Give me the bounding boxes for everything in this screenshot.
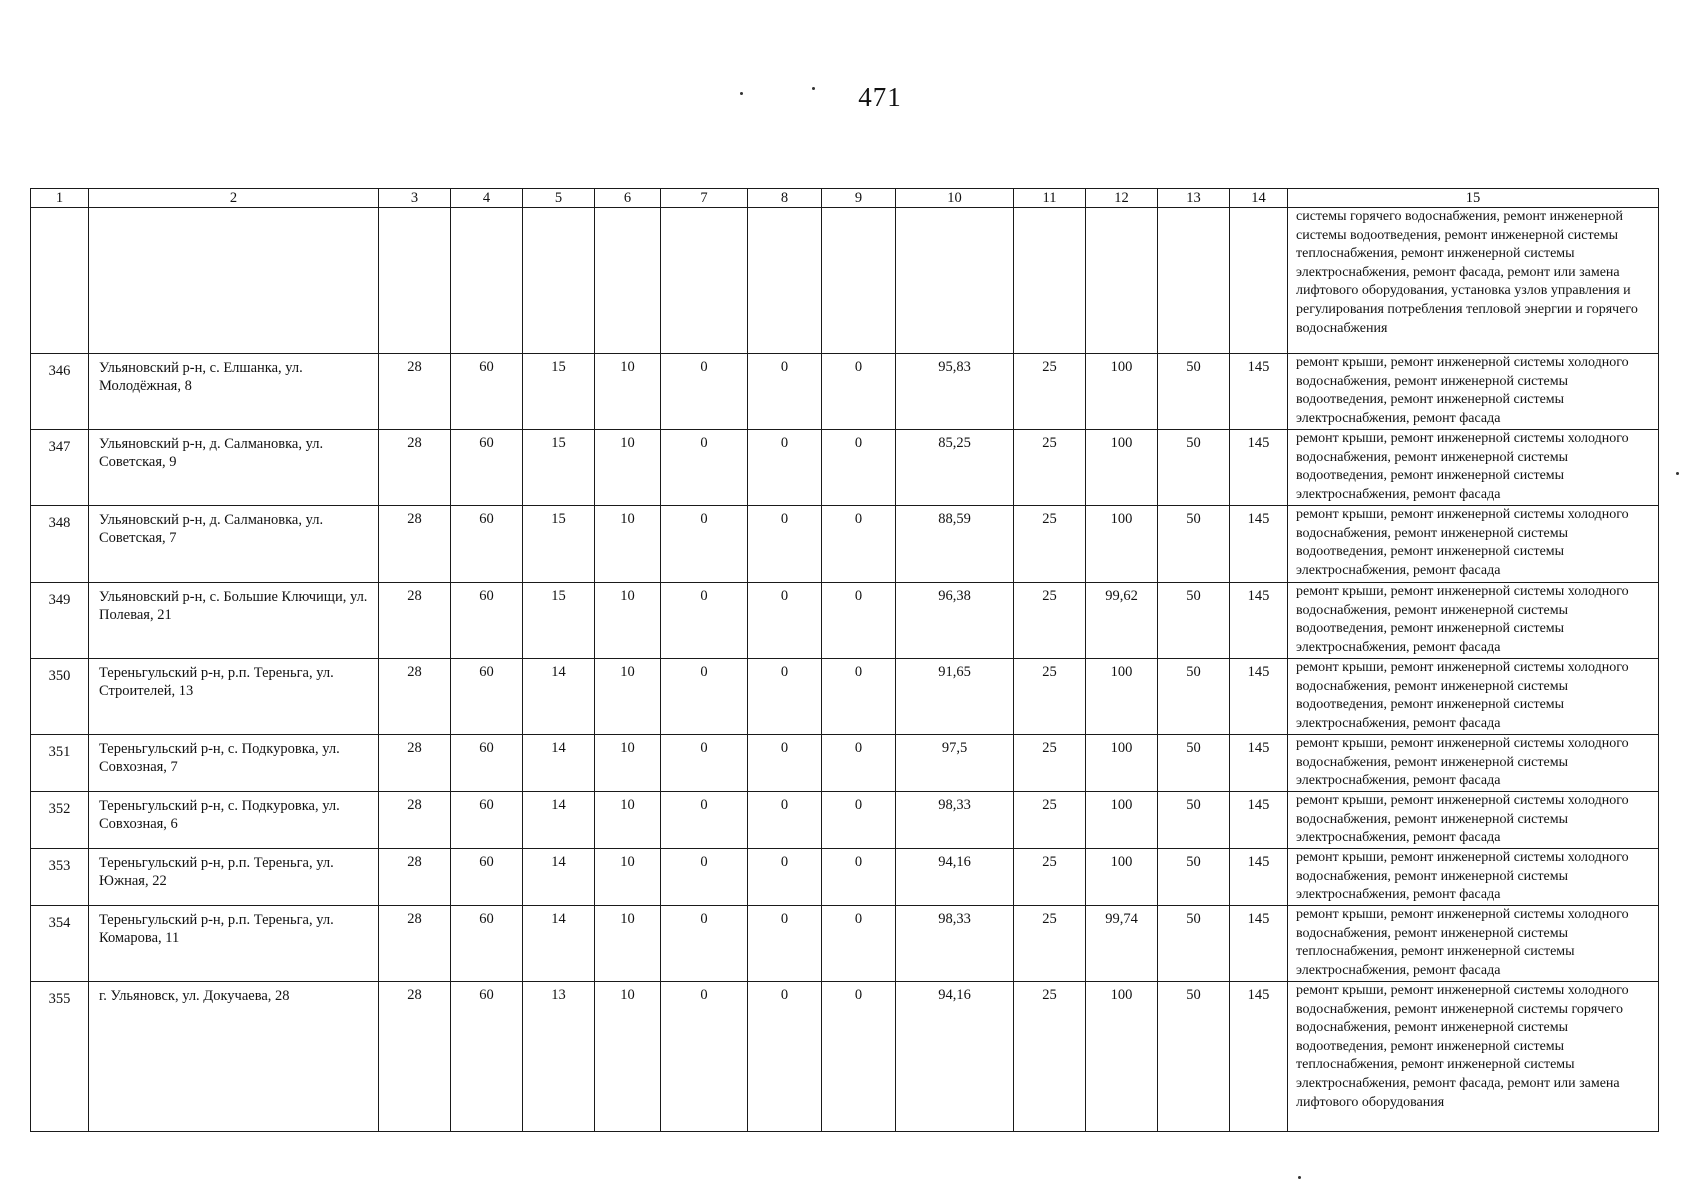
row-number-cell: 353	[31, 849, 89, 906]
value-cell: 99,62	[1086, 583, 1158, 659]
value-cell: 28	[379, 659, 451, 735]
value-cell: 0	[661, 354, 748, 430]
value-cell: 14	[523, 659, 595, 735]
value-cell: 25	[1014, 906, 1086, 982]
works-cell: ремонт крыши, ремонт инженерной системы холодного водоснабжения, ремонт инженерной системы горячего водоснабжения, ремонт инженерной системы водоотведения, ремонт инженерной системы теплоснабжения, ремонт инженерной системы электроснабжения, ремонт фасада, ремонт или замена лифтового оборудования	[1288, 982, 1659, 1132]
value-cell: 50	[1158, 982, 1230, 1132]
value-cell: 100	[1086, 735, 1158, 792]
table-cell	[661, 208, 748, 354]
column-header: 4	[451, 189, 523, 208]
value-cell: 10	[595, 430, 661, 506]
value-cell: 28	[379, 982, 451, 1132]
value-cell: 28	[379, 849, 451, 906]
address-cell: Тереньгульский р-н, р.п. Тереньга, ул. Южная, 22	[89, 849, 379, 906]
value-cell: 91,65	[896, 659, 1014, 735]
page-number: 471	[858, 82, 902, 112]
scan-speck	[1298, 1176, 1301, 1179]
table-cell	[822, 208, 896, 354]
value-cell: 0	[822, 849, 896, 906]
works-cell: ремонт крыши, ремонт инженерной системы холодного водоснабжения, ремонт инженерной системы водоотведения, ремонт инженерной системы электроснабжения, ремонт фасада	[1288, 506, 1659, 583]
works-cell: ремонт крыши, ремонт инженерной системы холодного водоснабжения, ремонт инженерной системы водоотведения, ремонт инженерной системы электроснабжения, ремонт фасада	[1288, 583, 1659, 659]
value-cell: 10	[595, 982, 661, 1132]
scan-speck	[1676, 472, 1679, 475]
value-cell: 0	[661, 583, 748, 659]
value-cell: 25	[1014, 583, 1086, 659]
value-cell: 100	[1086, 659, 1158, 735]
value-cell: 0	[748, 792, 822, 849]
value-cell: 0	[748, 982, 822, 1132]
row-number-cell: 354	[31, 906, 89, 982]
value-cell: 50	[1158, 849, 1230, 906]
table-cell	[379, 208, 451, 354]
column-header: 12	[1086, 189, 1158, 208]
table-row	[31, 849, 1659, 906]
column-header: 15	[1288, 189, 1659, 208]
value-cell: 0	[822, 906, 896, 982]
value-cell: 85,25	[896, 430, 1014, 506]
value-cell: 99,74	[1086, 906, 1158, 982]
value-cell: 15	[523, 506, 595, 583]
scan-speck	[812, 87, 815, 90]
value-cell: 145	[1230, 354, 1288, 430]
value-cell: 50	[1158, 792, 1230, 849]
value-cell: 15	[523, 430, 595, 506]
table-cell	[748, 208, 822, 354]
column-header: 11	[1014, 189, 1086, 208]
value-cell: 10	[595, 506, 661, 583]
column-header: 9	[822, 189, 896, 208]
value-cell: 100	[1086, 430, 1158, 506]
table-row	[31, 982, 1659, 1132]
value-cell: 145	[1230, 506, 1288, 583]
value-cell: 0	[661, 659, 748, 735]
value-cell: 14	[523, 792, 595, 849]
value-cell: 0	[661, 506, 748, 583]
column-header: 2	[89, 189, 379, 208]
value-cell: 145	[1230, 430, 1288, 506]
value-cell: 28	[379, 506, 451, 583]
value-cell: 14	[523, 906, 595, 982]
value-cell: 60	[451, 906, 523, 982]
value-cell: 0	[748, 430, 822, 506]
table-cell	[1014, 208, 1086, 354]
value-cell: 145	[1230, 982, 1288, 1132]
value-cell: 10	[595, 906, 661, 982]
value-cell: 60	[451, 849, 523, 906]
row-number-cell: 346	[31, 354, 89, 430]
value-cell: 0	[748, 849, 822, 906]
value-cell: 60	[451, 506, 523, 583]
value-cell: 0	[822, 354, 896, 430]
value-cell: 50	[1158, 735, 1230, 792]
value-cell: 95,83	[896, 354, 1014, 430]
table-row	[31, 506, 1659, 583]
value-cell: 28	[379, 735, 451, 792]
value-cell: 100	[1086, 792, 1158, 849]
value-cell: 25	[1014, 982, 1086, 1132]
works-cell: системы горячего водоснабжения, ремонт инженерной системы водоотведения, ремонт инженерной системы теплоснабжения, ремонт инженерной системы электроснабжения, ремонт фасада, ремонт или замена лифтового оборудования, установка узлов управления и регулирования потребления тепловой энергии и горячего водоснабжения	[1288, 208, 1659, 354]
value-cell: 0	[822, 506, 896, 583]
table-row	[31, 906, 1659, 982]
value-cell: 50	[1158, 506, 1230, 583]
value-cell: 0	[661, 792, 748, 849]
value-cell: 98,33	[896, 792, 1014, 849]
value-cell: 0	[822, 583, 896, 659]
table-cell	[31, 208, 89, 354]
value-cell: 25	[1014, 506, 1086, 583]
table-cell	[89, 208, 379, 354]
value-cell: 0	[661, 849, 748, 906]
value-cell: 15	[523, 583, 595, 659]
column-header: 13	[1158, 189, 1230, 208]
works-table	[30, 188, 1659, 1132]
value-cell: 10	[595, 735, 661, 792]
value-cell: 0	[822, 659, 896, 735]
row-number-cell: 348	[31, 506, 89, 583]
column-header: 5	[523, 189, 595, 208]
column-header: 6	[595, 189, 661, 208]
address-cell: Ульяновский р-н, д. Салмановка, ул. Советская, 9	[89, 430, 379, 506]
value-cell: 60	[451, 583, 523, 659]
value-cell: 25	[1014, 849, 1086, 906]
table-cell	[1230, 208, 1288, 354]
value-cell: 25	[1014, 735, 1086, 792]
column-header: 14	[1230, 189, 1288, 208]
value-cell: 60	[451, 982, 523, 1132]
value-cell: 60	[451, 735, 523, 792]
value-cell: 145	[1230, 659, 1288, 735]
table-cell	[595, 208, 661, 354]
value-cell: 94,16	[896, 849, 1014, 906]
value-cell: 13	[523, 982, 595, 1132]
address-cell: Ульяновский р-н, с. Большие Ключищи, ул. Полевая, 21	[89, 583, 379, 659]
value-cell: 100	[1086, 354, 1158, 430]
address-cell: Ульяновский р-н, с. Елшанка, ул. Молодёжная, 8	[89, 354, 379, 430]
value-cell: 10	[595, 849, 661, 906]
value-cell: 50	[1158, 659, 1230, 735]
value-cell: 100	[1086, 506, 1158, 583]
value-cell: 28	[379, 354, 451, 430]
row-number-cell: 355	[31, 982, 89, 1132]
value-cell: 0	[661, 982, 748, 1132]
value-cell: 98,33	[896, 906, 1014, 982]
value-cell: 0	[748, 906, 822, 982]
table-cell	[451, 208, 523, 354]
value-cell: 50	[1158, 906, 1230, 982]
value-cell: 50	[1158, 354, 1230, 430]
value-cell: 28	[379, 906, 451, 982]
column-header: 7	[661, 189, 748, 208]
value-cell: 0	[748, 659, 822, 735]
row-number-cell: 351	[31, 735, 89, 792]
value-cell: 100	[1086, 982, 1158, 1132]
value-cell: 100	[1086, 849, 1158, 906]
value-cell: 145	[1230, 792, 1288, 849]
value-cell: 145	[1230, 735, 1288, 792]
value-cell: 14	[523, 849, 595, 906]
value-cell: 0	[748, 583, 822, 659]
value-cell: 60	[451, 792, 523, 849]
value-cell: 88,59	[896, 506, 1014, 583]
value-cell: 15	[523, 354, 595, 430]
table-row	[31, 659, 1659, 735]
table-cell	[523, 208, 595, 354]
column-header: 1	[31, 189, 89, 208]
value-cell: 25	[1014, 792, 1086, 849]
table-body	[31, 189, 1659, 1132]
works-cell: ремонт крыши, ремонт инженерной системы холодного водоснабжения, ремонт инженерной системы теплоснабжения, ремонт инженерной системы электроснабжения, ремонт фасада	[1288, 906, 1659, 982]
value-cell: 28	[379, 430, 451, 506]
value-cell: 94,16	[896, 982, 1014, 1132]
address-cell: Тереньгульский р-н, с. Подкуровка, ул. Совхозная, 6	[89, 792, 379, 849]
row-number-cell: 350	[31, 659, 89, 735]
address-cell: Ульяновский р-н, д. Салмановка, ул. Советская, 7	[89, 506, 379, 583]
value-cell: 10	[595, 792, 661, 849]
value-cell: 0	[748, 506, 822, 583]
value-cell: 0	[748, 354, 822, 430]
row-number-cell: 347	[31, 430, 89, 506]
value-cell: 10	[595, 583, 661, 659]
works-cell: ремонт крыши, ремонт инженерной системы холодного водоснабжения, ремонт инженерной системы электроснабжения, ремонт фасада	[1288, 849, 1659, 906]
row-number-cell: 352	[31, 792, 89, 849]
value-cell: 50	[1158, 430, 1230, 506]
table-cell	[896, 208, 1014, 354]
value-cell: 97,5	[896, 735, 1014, 792]
table-row	[31, 735, 1659, 792]
address-cell: г. Ульяновск, ул. Докучаева, 28	[89, 982, 379, 1132]
column-header: 10	[896, 189, 1014, 208]
value-cell: 28	[379, 792, 451, 849]
value-cell: 0	[822, 982, 896, 1132]
works-cell: ремонт крыши, ремонт инженерной системы холодного водоснабжения, ремонт инженерной системы водоотведения, ремонт инженерной системы электроснабжения, ремонт фасада	[1288, 354, 1659, 430]
table-row	[31, 583, 1659, 659]
value-cell: 60	[451, 354, 523, 430]
value-cell: 60	[451, 659, 523, 735]
table-cell	[1086, 208, 1158, 354]
works-cell: ремонт крыши, ремонт инженерной системы холодного водоснабжения, ремонт инженерной системы электроснабжения, ремонт фасада	[1288, 792, 1659, 849]
address-cell: Тереньгульский р-н, с. Подкуровка, ул. Совхозная, 7	[89, 735, 379, 792]
works-cell: ремонт крыши, ремонт инженерной системы холодного водоснабжения, ремонт инженерной системы водоотведения, ремонт инженерной системы электроснабжения, ремонт фасада	[1288, 659, 1659, 735]
value-cell: 25	[1014, 430, 1086, 506]
header-row	[31, 189, 1659, 208]
table-row	[31, 354, 1659, 430]
works-cell: ремонт крыши, ремонт инженерной системы холодного водоснабжения, ремонт инженерной системы электроснабжения, ремонт фасада	[1288, 735, 1659, 792]
value-cell: 10	[595, 354, 661, 430]
value-cell: 145	[1230, 583, 1288, 659]
column-header: 3	[379, 189, 451, 208]
value-cell: 145	[1230, 849, 1288, 906]
value-cell: 25	[1014, 354, 1086, 430]
address-cell: Тереньгульский р-н, р.п. Тереньга, ул. Комарова, 11	[89, 906, 379, 982]
value-cell: 28	[379, 583, 451, 659]
value-cell: 96,38	[896, 583, 1014, 659]
column-header: 8	[748, 189, 822, 208]
value-cell: 0	[822, 792, 896, 849]
value-cell: 25	[1014, 659, 1086, 735]
value-cell: 0	[661, 430, 748, 506]
row-number-cell: 349	[31, 583, 89, 659]
value-cell: 0	[822, 735, 896, 792]
works-cell: ремонт крыши, ремонт инженерной системы холодного водоснабжения, ремонт инженерной системы водоотведения, ремонт инженерной системы электроснабжения, ремонт фасада	[1288, 430, 1659, 506]
value-cell: 0	[748, 735, 822, 792]
continuation-row	[31, 208, 1659, 354]
address-cell: Тереньгульский р-н, р.п. Тереньга, ул. Строителей, 13	[89, 659, 379, 735]
value-cell: 14	[523, 735, 595, 792]
table-cell	[1158, 208, 1230, 354]
value-cell: 145	[1230, 906, 1288, 982]
value-cell: 0	[661, 735, 748, 792]
value-cell: 0	[822, 430, 896, 506]
value-cell: 60	[451, 430, 523, 506]
value-cell: 10	[595, 659, 661, 735]
table-row	[31, 430, 1659, 506]
value-cell: 50	[1158, 583, 1230, 659]
table-row	[31, 792, 1659, 849]
scan-speck	[740, 92, 743, 95]
value-cell: 0	[661, 906, 748, 982]
